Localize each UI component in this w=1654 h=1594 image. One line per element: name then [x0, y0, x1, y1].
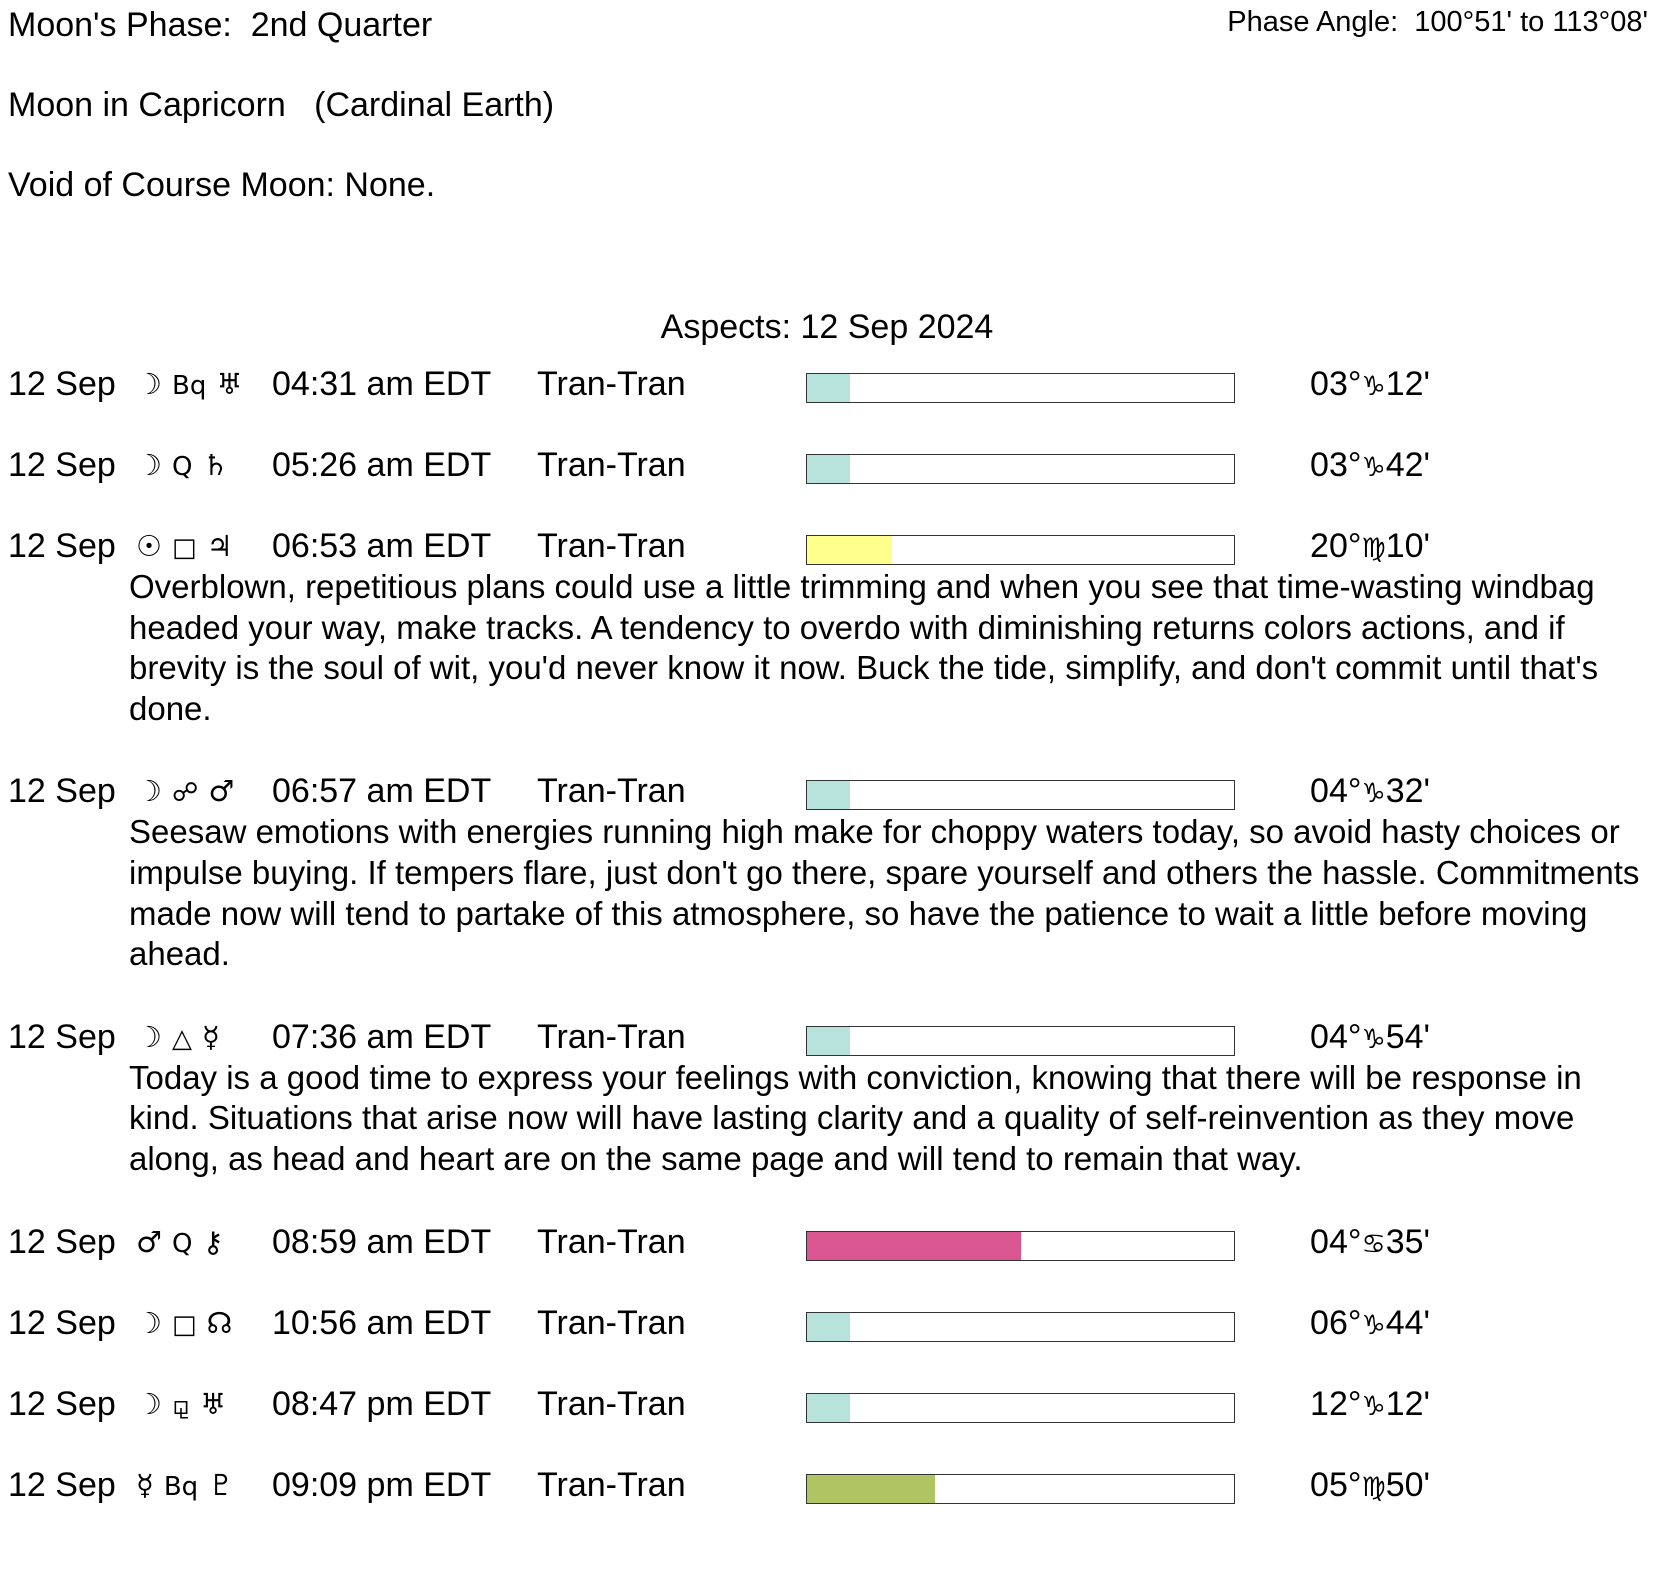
moon-sign: Moon in Capricorn (Cardinal Earth): [8, 86, 555, 124]
aspect-row: [0, 446, 1654, 484]
phase-angle: Phase Angle: 100°51' to 113°08': [1227, 6, 1648, 38]
aspect-glyphs: [136, 365, 252, 405]
aspect-interpretation: Seesaw emotions with energies running high make for choppy waters today, so avoid hasty choices or impulse buying. If tempers flare, just don't go there, spare yourself and others the hassle. Commitments made now will tend to partake of this atmosphere, so have the patience to wait a little before moving ahead.: [129, 813, 1640, 973]
mercury-icon: ☿: [136, 1467, 154, 1502]
position-minutes: 44': [1385, 1303, 1430, 1342]
aspect-time: 06:57 am EDT: [272, 772, 492, 811]
aspect-list: [0, 365, 1654, 1547]
position-degrees: 03°: [1310, 365, 1362, 403]
strength-bar: [806, 373, 1235, 403]
aspect-time: 09:09 pm EDT: [272, 1465, 492, 1504]
aspect-date: 12 Sep: [8, 1303, 116, 1342]
zodiac-sign-icon: ♍: [1361, 533, 1386, 564]
aspect-type: Tran-Tran: [537, 1384, 686, 1423]
position-minutes: 42': [1385, 446, 1430, 484]
pluto-icon: ♇: [208, 1467, 235, 1502]
moon-icon: ☽: [136, 774, 162, 809]
strength-bar: [806, 535, 1235, 565]
zodiac-position: [1240, 1223, 1430, 1264]
zodiac-sign-icon: ♍: [1361, 1471, 1386, 1503]
strength-bar-fill: [807, 1394, 850, 1422]
position-minutes: 32': [1385, 772, 1430, 811]
aspect-entry: [0, 1223, 1654, 1261]
position-degrees: 04°: [1310, 772, 1362, 811]
aspect-entry: [0, 446, 1654, 484]
uranus-icon: ♅: [199, 1386, 226, 1421]
zodiac-sign-icon: ♑: [1361, 1023, 1386, 1055]
moon-phase: Moon's Phase: 2nd Quarter: [8, 6, 433, 44]
aspects-title: Aspects: 12 Sep 2024: [660, 308, 994, 346]
zodiac-position: [1240, 1018, 1430, 1059]
position-minutes: 12': [1385, 1384, 1430, 1423]
zodiac-position: [1240, 527, 1430, 568]
strength-bar-fill: [807, 781, 850, 809]
quintile-icon: Q: [172, 452, 193, 482]
sesquiquadrate-icon: ⚼: [172, 1390, 190, 1421]
position-degrees: 05°: [1310, 1465, 1362, 1504]
aspect-date: 12 Sep: [8, 772, 116, 811]
trine-icon: △: [172, 1023, 192, 1054]
strength-bar: [806, 780, 1235, 810]
aspect-entry: [0, 1018, 1654, 1180]
aspect-interpretation: Today is a good time to express your feelings with conviction, knowing that there will be response in kind. Situations that arise now will have lasting clarity and a quality of self-reinvention as they move along, as head and heart are on the same page and will tend to remain that way.: [129, 1058, 1582, 1177]
aspect-interpretation: Overblown, repetitious plans could use a little trimming and when you see that time-wasting windbag headed your way, make tracks. A tendency to overdo with diminishing returns colors actions, and if brevity is the soul of wit, you'd never know it now. Buck the tide, simplify, and don't commit until that's done.: [129, 568, 1599, 727]
strength-bar-fill: [807, 1313, 850, 1341]
strength-bar: [806, 1312, 1235, 1342]
moon-icon: ☽: [136, 1305, 162, 1340]
aspect-type: Tran-Tran: [537, 446, 686, 484]
aspect-entry: [0, 365, 1654, 403]
jupiter-icon: ♃: [206, 529, 233, 563]
aspect-time: 08:47 pm EDT: [272, 1384, 492, 1423]
mercury-icon: ☿: [202, 1019, 220, 1054]
aspect-glyphs: [136, 446, 238, 486]
aspect-date: 12 Sep: [8, 1384, 116, 1423]
aspect-row: [0, 772, 1654, 810]
aspect-entry: [0, 1466, 1654, 1504]
aspect-date: 12 Sep: [8, 1017, 116, 1056]
aspect-date: 12 Sep: [8, 446, 116, 484]
aspect-row: [0, 365, 1654, 403]
aspect-glyphs: [136, 1223, 234, 1263]
strength-bar-fill: [807, 536, 892, 564]
aspect-entry: [0, 772, 1654, 974]
strength-bar-fill: [807, 455, 850, 483]
position-degrees: 06°: [1310, 1303, 1362, 1342]
zodiac-sign-icon: ♑: [1361, 778, 1386, 810]
aspect-date: 12 Sep: [8, 527, 116, 565]
void-of-course: Void of Course Moon: None.: [8, 166, 436, 204]
aspect-type: Tran-Tran: [537, 772, 686, 811]
uranus-icon: ♅: [216, 367, 243, 401]
aspect-glyphs: [136, 1466, 244, 1506]
moon-icon: ☽: [136, 1386, 162, 1421]
strength-bar: [806, 1474, 1235, 1504]
zodiac-position: [1240, 1466, 1430, 1507]
aspect-time: 10:56 am EDT: [272, 1303, 492, 1342]
zodiac-position: [1240, 446, 1430, 487]
position-minutes: 54': [1385, 1017, 1430, 1056]
square-icon: □: [172, 1309, 197, 1340]
moon-icon: ☽: [136, 367, 162, 401]
position-minutes: 12': [1385, 365, 1430, 403]
aspect-date: 12 Sep: [8, 1222, 116, 1261]
zodiac-sign-icon: ♑: [1361, 371, 1386, 402]
aspect-time: 08:59 am EDT: [272, 1222, 492, 1261]
aspect-glyphs: [136, 1385, 236, 1425]
aspect-glyphs: [136, 1304, 242, 1344]
aspect-type: Tran-Tran: [537, 1222, 686, 1261]
moon-icon: ☽: [136, 448, 162, 482]
north-node-icon: ☊: [206, 1305, 233, 1340]
strength-bar: [806, 1393, 1235, 1423]
biquintile-icon: Bq: [163, 1471, 199, 1502]
moon-icon: ☽: [136, 1019, 162, 1054]
aspect-date: 12 Sep: [8, 1465, 116, 1504]
position-degrees: 04°: [1310, 1222, 1362, 1261]
chiron-icon: ⚷: [202, 1224, 224, 1259]
aspect-type: Tran-Tran: [537, 365, 686, 403]
zodiac-sign-icon: ♑: [1361, 1309, 1386, 1341]
biquintile-icon: Bq: [172, 371, 207, 401]
zodiac-position: [1240, 772, 1430, 813]
position-degrees: 04°: [1310, 1017, 1362, 1056]
strength-bar-fill: [807, 1027, 850, 1055]
zodiac-position: [1240, 365, 1430, 406]
saturn-icon: ♄: [202, 448, 229, 482]
aspect-time: 07:36 am EDT: [272, 1017, 492, 1056]
sun-icon: ☉: [136, 529, 162, 563]
aspect-entry: [0, 1304, 1654, 1342]
aspect-entry: [0, 1385, 1654, 1423]
zodiac-position: [1240, 1304, 1430, 1345]
strength-bar: [806, 454, 1235, 484]
aspect-glyphs: [136, 527, 243, 567]
aspect-date: 12 Sep: [8, 365, 116, 403]
aspect-time: 05:26 am EDT: [272, 446, 492, 484]
strength-bar: [806, 1231, 1235, 1261]
quintile-icon: Q: [172, 1228, 193, 1259]
aspect-row: [0, 527, 1654, 565]
strength-bar-fill: [807, 1232, 1021, 1260]
aspect-type: Tran-Tran: [537, 1017, 686, 1056]
position-degrees: 12°: [1310, 1384, 1362, 1423]
zodiac-sign-icon: ♑: [1361, 452, 1386, 483]
aspect-row: [0, 1466, 1654, 1504]
strength-bar: [806, 1026, 1235, 1056]
position-minutes: 35': [1385, 1222, 1430, 1261]
aspect-glyphs: [136, 1018, 230, 1058]
strength-bar-fill: [807, 1475, 935, 1503]
aspect-time: 06:53 am EDT: [272, 527, 492, 565]
aspect-row: [0, 1385, 1654, 1423]
square-icon: □: [172, 533, 197, 563]
aspect-type: Tran-Tran: [537, 1465, 686, 1504]
opposition-icon: ☍: [172, 778, 199, 809]
aspect-row: [0, 1018, 1654, 1056]
aspect-entry: [0, 527, 1654, 729]
aspect-type: Tran-Tran: [537, 1303, 686, 1342]
aspect-row: [0, 1223, 1654, 1261]
zodiac-sign-icon: ♋: [1361, 1228, 1386, 1260]
zodiac-position: [1240, 1385, 1430, 1426]
zodiac-sign-icon: ♑: [1361, 1390, 1386, 1422]
mars-icon: ♂: [208, 774, 235, 809]
position-degrees: 20°: [1310, 527, 1362, 565]
aspect-row: [0, 1304, 1654, 1342]
strength-bar-fill: [807, 374, 850, 402]
aspect-time: 04:31 am EDT: [272, 365, 492, 403]
position-degrees: 03°: [1310, 446, 1362, 484]
aspect-glyphs: [136, 772, 244, 812]
mars-icon: ♂: [136, 1224, 162, 1259]
aspect-type: Tran-Tran: [537, 527, 686, 565]
position-minutes: 50': [1385, 1465, 1430, 1504]
position-minutes: 10': [1385, 527, 1430, 565]
